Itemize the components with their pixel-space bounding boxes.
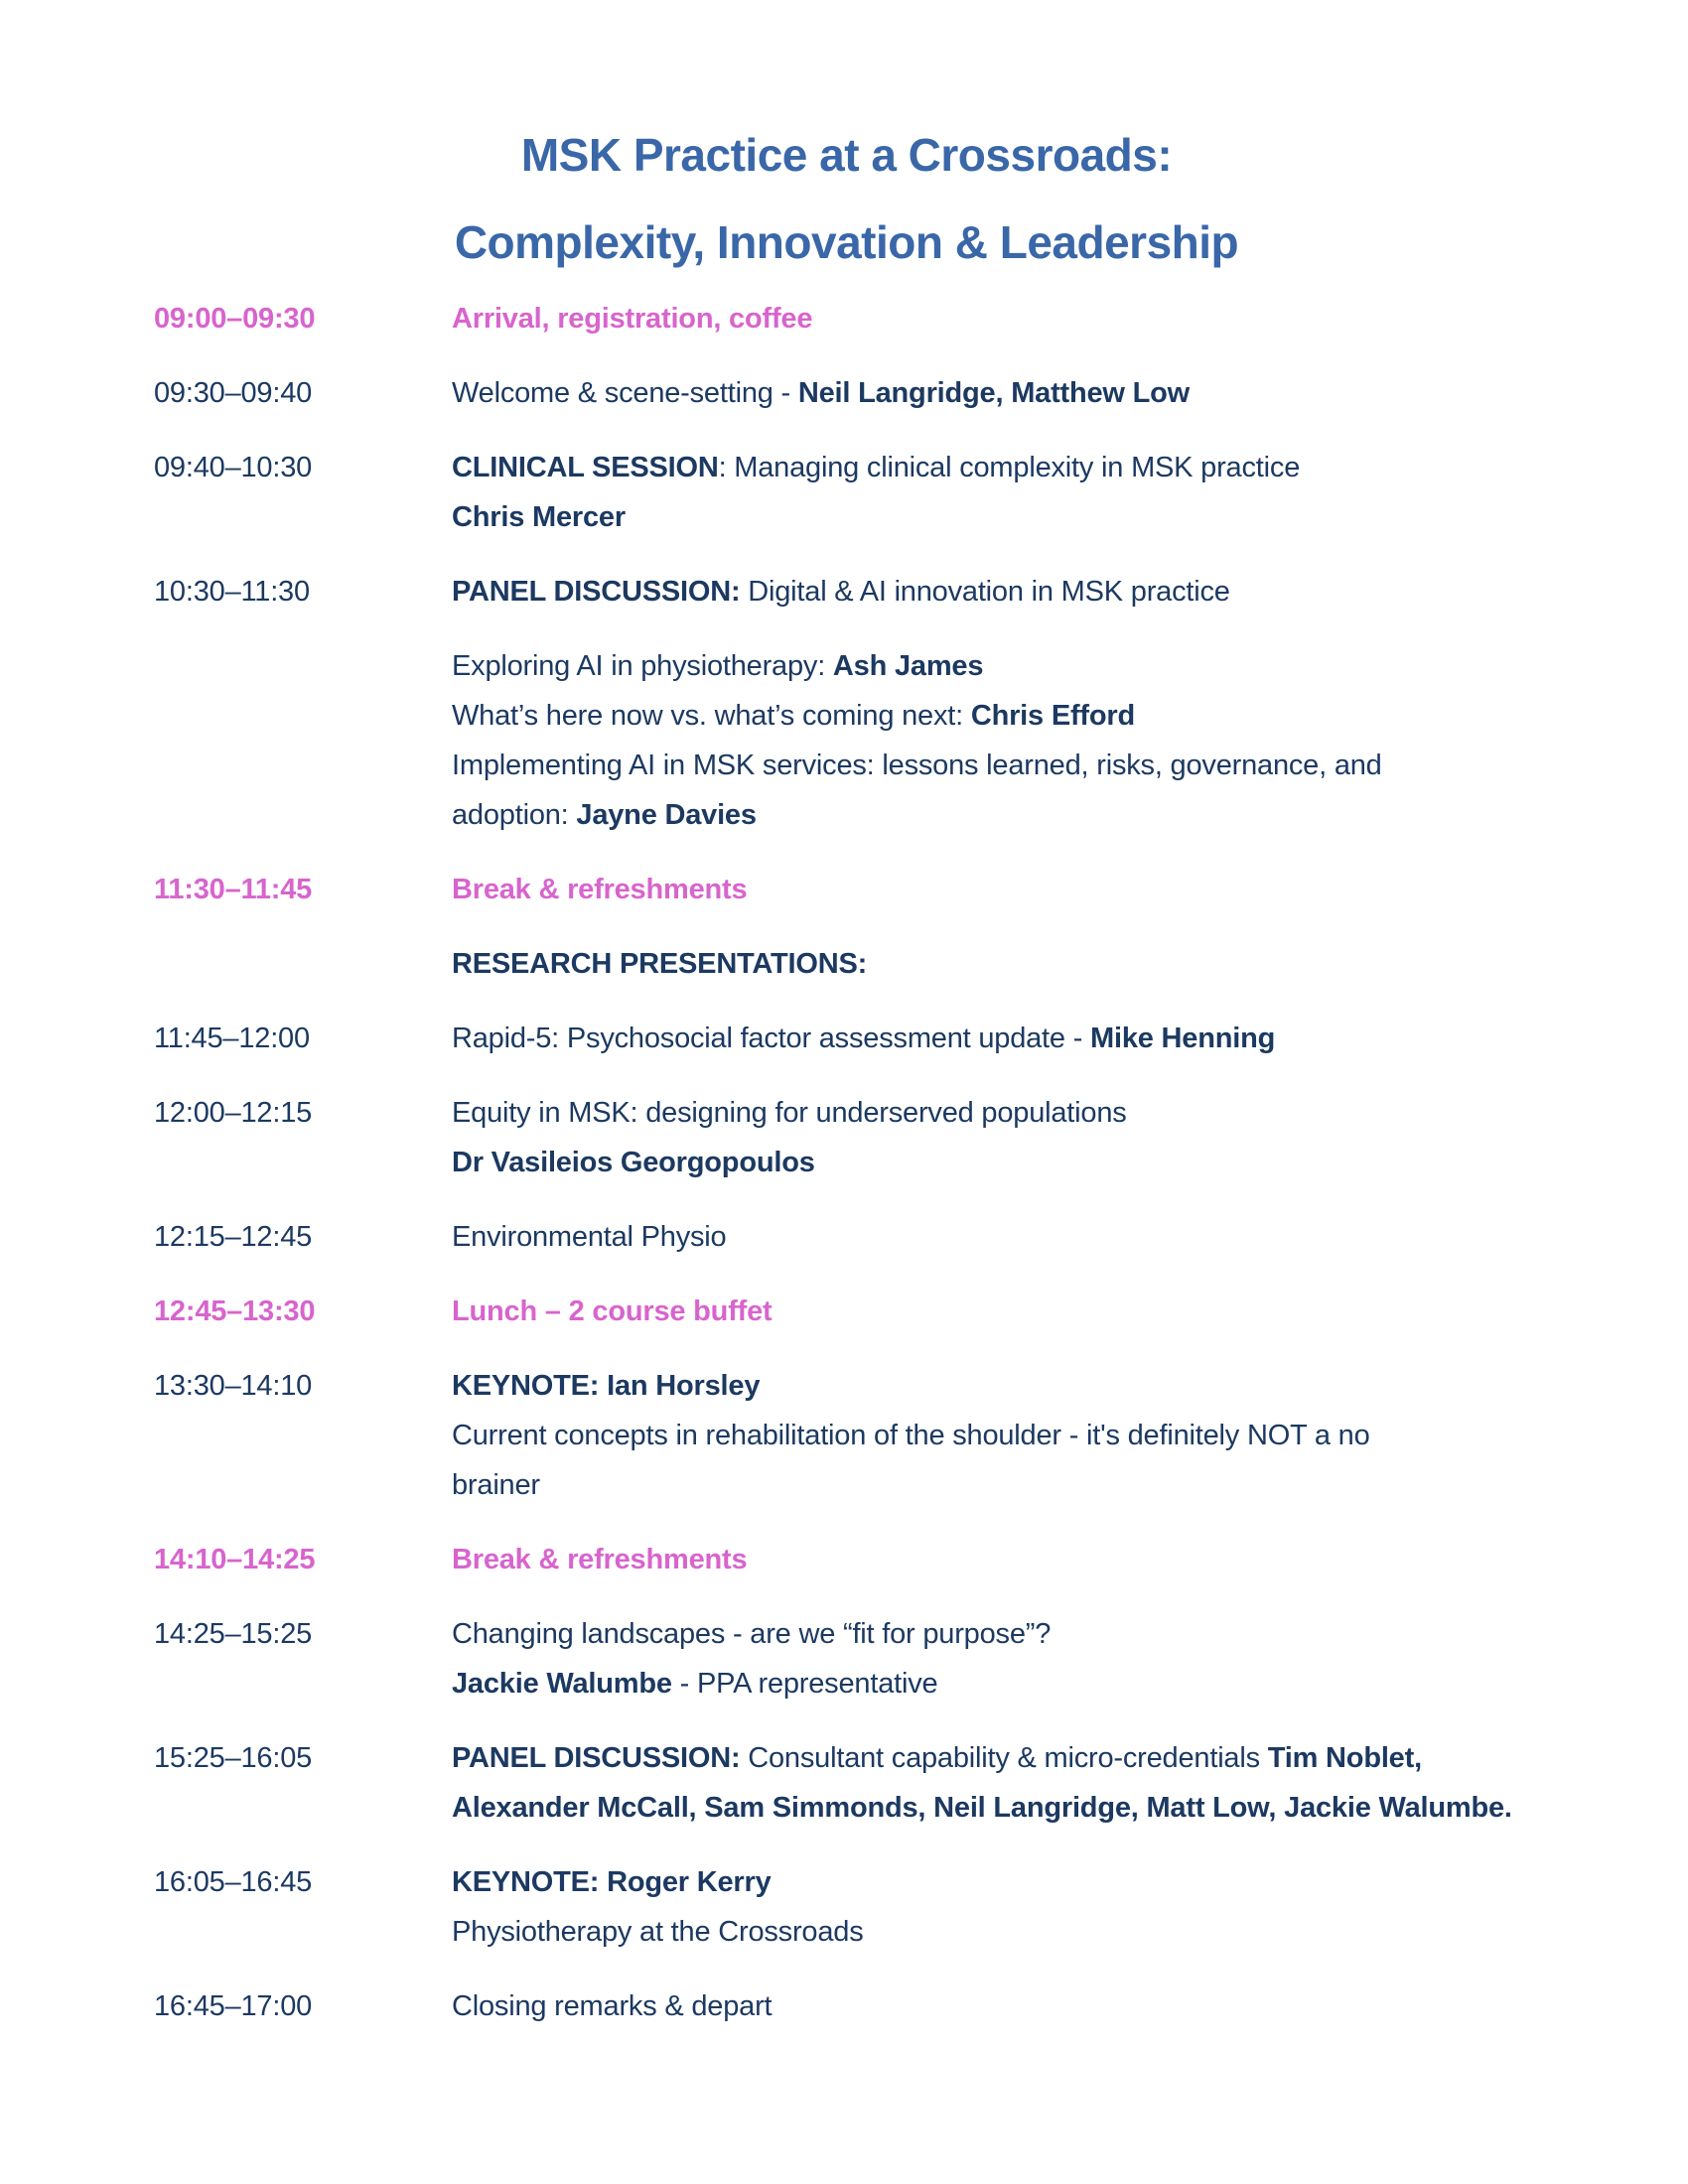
agenda-line [452, 1783, 1539, 1833]
agenda-line [452, 865, 1539, 914]
session-paragraph [452, 567, 1539, 616]
session-paragraph [452, 443, 1539, 542]
agenda-row [154, 1857, 1539, 1957]
agenda-row [154, 1287, 1539, 1336]
text-segment: Dr Vasileios Georgopoulos [452, 1147, 815, 1178]
agenda-line [452, 1535, 1539, 1584]
time-cell: 09:40–10:30 [154, 452, 313, 483]
session-paragraph [452, 641, 1539, 840]
text-segment: PANEL DISCUSSION: [452, 1742, 741, 1774]
page-title [154, 111, 1539, 286]
text-segment: Exploring AI in physiotherapy: [452, 650, 833, 682]
text-segment: Digital & AI innovation in MSK practice [740, 576, 1230, 608]
agenda-line [452, 1659, 1539, 1708]
text-segment: Neil Langridge, Matthew Low [797, 377, 1191, 409]
agenda-line [452, 741, 1539, 790]
session-cell [452, 294, 1539, 343]
text-segment: Break & refreshments [452, 874, 748, 905]
agenda-line [452, 1212, 1539, 1262]
time-cell: 12:15–12:45 [154, 1221, 313, 1253]
agenda-row [154, 1088, 1539, 1187]
session-cell [452, 1014, 1539, 1063]
text-segment: Rapid-5: Psychosocial factor assessment update - [452, 1023, 1091, 1054]
text-segment: Ash James [832, 650, 984, 682]
time-cell: 16:45–17:00 [154, 1990, 313, 2022]
agenda-schedule [154, 294, 1539, 2031]
text-segment: adoption: [452, 799, 577, 831]
session-cell [452, 1535, 1539, 1584]
agenda-line [452, 443, 1539, 492]
text-segment: Break & refreshments [452, 1544, 748, 1575]
time-cell: 16:05–16:45 [154, 1866, 313, 1898]
text-segment: Equity in MSK: designing for underserved populations [452, 1097, 1127, 1129]
session-paragraph [452, 1857, 1539, 1957]
session-cell [452, 1857, 1539, 1957]
time-cell: 15:25–16:05 [154, 1742, 313, 1774]
agenda-line [452, 567, 1539, 616]
text-segment: RESEARCH PRESENTATIONS: [452, 948, 868, 980]
agenda-line [452, 368, 1539, 418]
text-segment: PANEL DISCUSSION: [452, 576, 741, 608]
text-segment: What’s here now vs. what’s coming next: [452, 700, 971, 732]
text-segment: Consultant capability & micro-credentials [740, 1742, 1268, 1774]
text-segment: Jackie Walumbe [452, 1668, 672, 1700]
session-cell [452, 368, 1539, 418]
time-cell: 14:10–14:25 [154, 1544, 316, 1575]
text-segment: Jayne Davies [576, 799, 757, 831]
session-paragraph [452, 1014, 1539, 1063]
session-paragraph [452, 1212, 1539, 1262]
text-segment: - PPA representative [671, 1668, 938, 1700]
agenda-line [452, 1138, 1539, 1187]
session-paragraph [452, 865, 1539, 914]
agenda-line [452, 1411, 1539, 1460]
session-cell [452, 1361, 1539, 1510]
agenda-row [154, 1212, 1539, 1262]
agenda-row [154, 1981, 1539, 2031]
agenda-line [452, 1088, 1539, 1138]
agenda-line [452, 1287, 1539, 1336]
text-segment: Chris Mercer [452, 501, 626, 533]
session-cell [452, 1981, 1539, 2031]
agenda-row [154, 368, 1539, 418]
agenda-line [452, 641, 1539, 691]
agenda-line [452, 1361, 1539, 1411]
session-cell [452, 1609, 1539, 1708]
text-segment: Closing remarks & depart [452, 1990, 773, 2022]
agenda-line [452, 1609, 1539, 1659]
agenda-line [452, 1733, 1539, 1783]
text-segment: Changing landscapes - are we “fit for purpose”? [452, 1618, 1052, 1650]
agenda-row [154, 443, 1539, 542]
session-cell [452, 865, 1539, 914]
time-cell: 10:30–11:30 [154, 576, 310, 608]
time-cell: 11:30–11:45 [154, 874, 313, 905]
agenda-line [452, 492, 1539, 542]
agenda-line [452, 691, 1539, 741]
text-segment: KEYNOTE: Roger Kerry [452, 1866, 772, 1898]
session-cell [452, 443, 1539, 542]
agenda-row [154, 1014, 1539, 1063]
text-segment: Lunch – 2 course buffet [452, 1296, 773, 1327]
agenda-line [452, 1014, 1539, 1063]
text-segment: Physiotherapy at the Crossroads [452, 1916, 864, 1948]
page-title-line-2: Complexity, Innovation & Leadership [454, 216, 1239, 268]
time-cell: 09:00–09:30 [154, 303, 316, 335]
text-segment: CLINICAL SESSION [452, 452, 719, 483]
session-cell [452, 1287, 1539, 1336]
page-title-line-1: MSK Practice at a Crossroads: [520, 129, 1173, 181]
text-segment: Tim Noblet, [1267, 1742, 1422, 1774]
text-segment: Welcome & scene-setting - [452, 377, 798, 409]
agenda-row [154, 939, 1539, 989]
time-cell: 11:45–12:00 [154, 1023, 310, 1054]
time-cell: 12:45–13:30 [154, 1296, 316, 1327]
agenda-row [154, 1361, 1539, 1510]
agenda-line [452, 294, 1539, 343]
text-segment: Environmental Physio [452, 1221, 727, 1253]
time-cell [154, 939, 452, 989]
agenda-row [154, 294, 1539, 343]
time-cell: 09:30–09:40 [154, 377, 313, 409]
session-cell [452, 939, 1539, 989]
text-segment: KEYNOTE: Ian Horsley [452, 1370, 761, 1402]
text-segment: brainer [452, 1469, 540, 1501]
session-paragraph [452, 1361, 1539, 1510]
session-paragraph [452, 1535, 1539, 1584]
agenda-row [154, 865, 1539, 914]
session-cell [452, 1212, 1539, 1262]
time-cell: 14:25–15:25 [154, 1618, 313, 1650]
session-paragraph [452, 939, 1539, 989]
text-segment: : Managing clinical complexity in MSK practice [718, 452, 1301, 483]
session-cell [452, 1088, 1539, 1187]
session-cell [452, 1733, 1539, 1833]
session-cell [452, 567, 1539, 840]
text-segment: Current concepts in rehabilitation of the shoulder - it's definitely NOT a no [452, 1420, 1370, 1451]
text-segment: Chris Efford [970, 700, 1136, 732]
agenda-line [452, 1857, 1539, 1907]
session-paragraph [452, 294, 1539, 343]
agenda-row [154, 567, 1539, 840]
text-segment: Arrival, registration, coffee [452, 303, 813, 335]
text-segment: Mike Henning [1090, 1023, 1276, 1054]
agenda-line [452, 1981, 1539, 2031]
agenda-line [452, 1460, 1539, 1510]
session-paragraph [452, 1088, 1539, 1187]
session-paragraph [452, 1981, 1539, 2031]
session-paragraph [452, 1287, 1539, 1336]
time-cell: 12:00–12:15 [154, 1097, 313, 1129]
agenda-row [154, 1535, 1539, 1584]
agenda-row [154, 1609, 1539, 1708]
agenda-line [452, 790, 1539, 840]
text-segment: Implementing AI in MSK services: lessons learned, risks, governance, and [452, 750, 1382, 781]
agenda-row [154, 1733, 1539, 1833]
agenda-line [452, 1907, 1539, 1957]
text-segment: Alexander McCall, Sam Simmonds, Neil Langridge, Matt Low, Jackie Walumbe. [452, 1792, 1512, 1824]
agenda-line [452, 939, 1539, 989]
session-paragraph [452, 1609, 1539, 1708]
time-cell: 13:30–14:10 [154, 1370, 313, 1402]
session-paragraph [452, 1733, 1539, 1833]
session-paragraph [452, 368, 1539, 418]
